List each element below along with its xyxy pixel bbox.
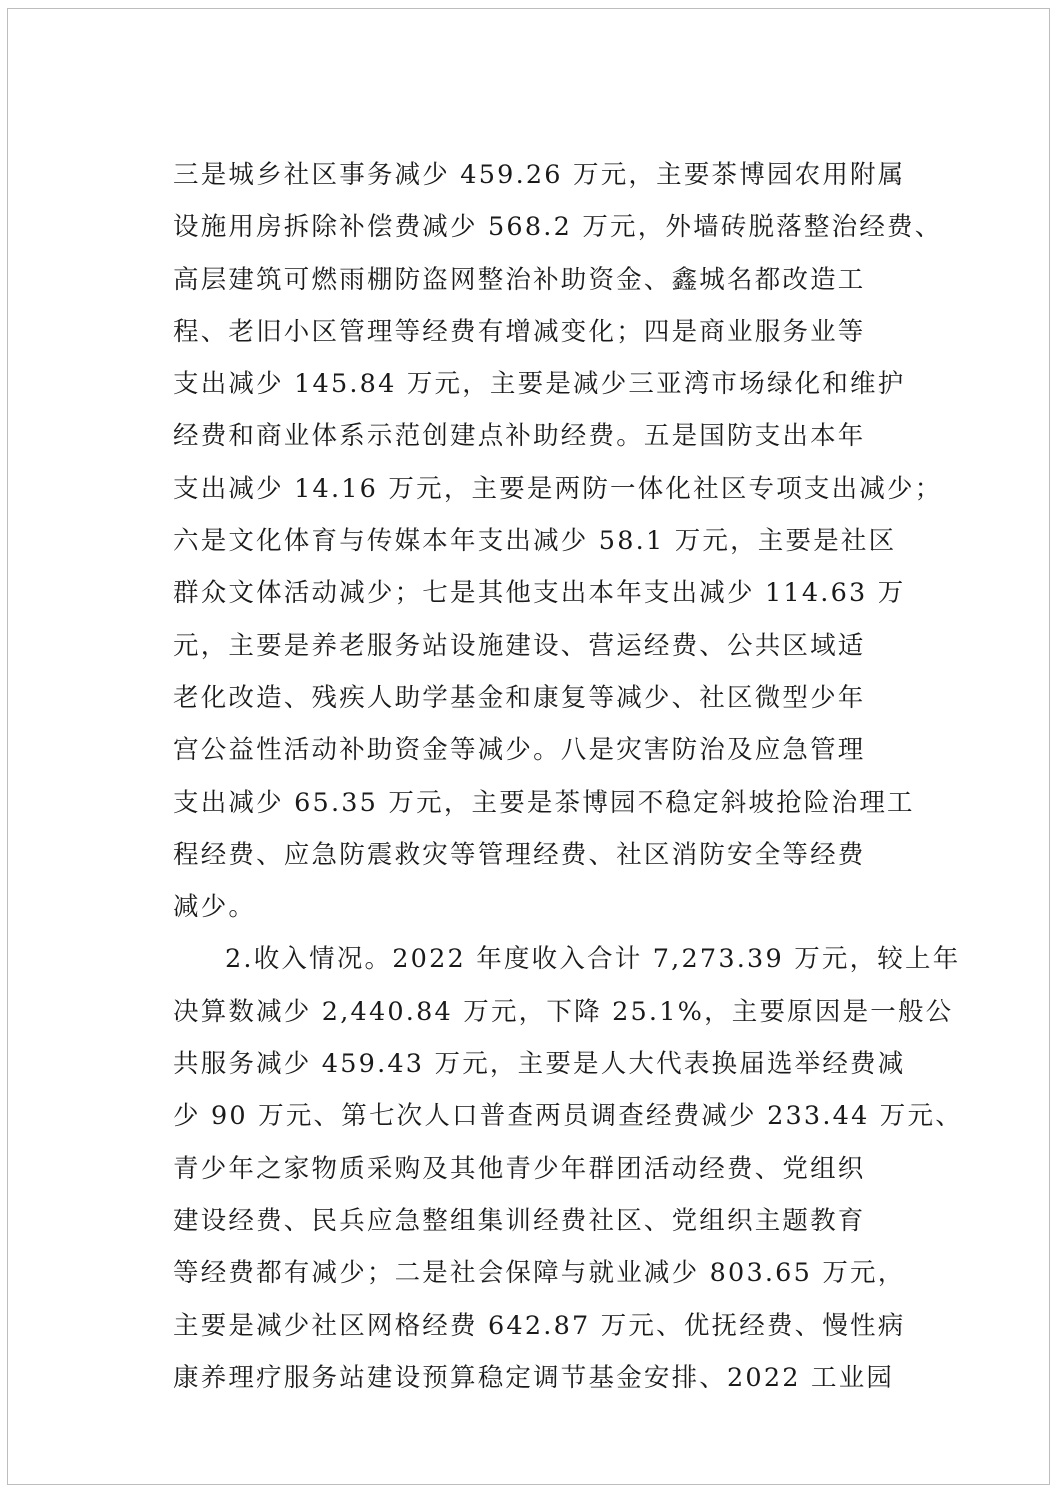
page-frame: [7, 8, 1050, 1485]
text-line: 元，主要是养老服务站设施建设、营运经费、公共区域适: [173, 630, 866, 661]
text-line: 康养理疗服务站建设预算稳定调节基金安排、2022 工业园: [173, 1362, 895, 1393]
text-line: 支出减少 145.84 万元，主要是减少三亚湾市场绿化和维护: [173, 369, 906, 400]
document-body: [173, 149, 963, 1404]
text-line: 群众文体活动减少；七是其他支出本年支出减少 114.63 万: [173, 578, 906, 609]
text-line: 三是城乡社区事务减少 459.26 万元，主要茶博园农用附属: [173, 160, 906, 190]
text-line: 程、老旧小区管理等经费有增减变化；四是商业服务业等: [173, 316, 866, 347]
text-line: 等经费都有减少；二是社会保障与就业减少 803.65 万元，: [173, 1258, 906, 1289]
text-line: 青少年之家物质采购及其他青少年群团活动经费、党组织: [173, 1153, 866, 1184]
text-line: 少 90 万元、第七次人口普查两员调查经费减少 233.44 万元、: [173, 1101, 963, 1132]
text-line: 减少。: [173, 892, 257, 923]
text-line: 决算数减少 2,440.84 万元，下降 25.1%，主要原因是一般公: [173, 996, 954, 1027]
text-line: 六是文化体育与传媒本年支出减少 58.1 万元，主要是社区: [173, 526, 897, 557]
text-line: 程经费、应急防震救灾等管理经费、社区消防安全等经费: [173, 839, 866, 870]
text-line: 经费和商业体系示范创建点补助经费。五是国防支出本年: [173, 421, 866, 452]
text-line: 建设经费、民兵应急整组集训经费社区、党组织主题教育: [173, 1205, 866, 1236]
text-line: 共服务减少 459.43 万元，主要是人大代表换届选举经费减: [173, 1049, 906, 1080]
text-line: 支出减少 14.16 万元，主要是两防一体化社区专项支出减少；: [173, 473, 943, 504]
text-line: 主要是减少社区网格经费 642.87 万元、优抚经费、慢性病: [173, 1310, 906, 1341]
text-line: 高层建筑可燃雨棚防盗网整治补助资金、鑫城名都改造工: [173, 264, 866, 295]
text-line: 支出减少 65.35 万元，主要是茶博园不稳定斜坡抢险治理工: [173, 787, 915, 818]
text-line: 宫公益性活动补助资金等减少。八是灾害防治及应急管理: [173, 735, 866, 766]
text-line: 设施用房拆除补偿费减少 568.2 万元，外墙砖脱落整治经费、: [173, 212, 943, 243]
section-heading-line: 2.收入情况。2022 年度收入合计 7,273.39 万元，较上年: [225, 944, 961, 975]
text-line: 老化改造、残疾人助学基金和康复等减少、社区微型少年: [173, 682, 866, 713]
